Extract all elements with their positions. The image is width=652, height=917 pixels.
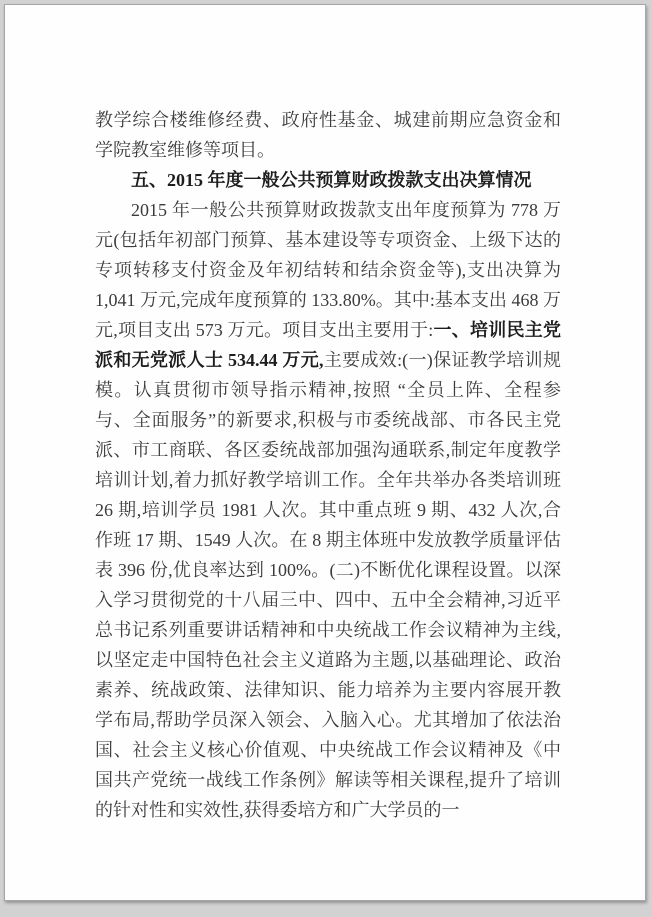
section-heading: 五、2015 年度一般公共预算财政拨款支出决算情况 bbox=[131, 170, 532, 190]
budget-text-before-bold: 2015 年一般公共预算财政拨款支出年度预算为 778 万元(包括年初部门预算、基本建设等专项资金、上级下达的专项转移支付资金及年初结转和结余资金等),支出决算为 1,041 万元,完成年度预算的 133.80%。其中:基本支出 468 万元,项目支出 573 万元。项目支出主要用于: bbox=[95, 200, 561, 340]
paragraph-budget-details bbox=[95, 195, 561, 825]
document-page bbox=[4, 4, 646, 901]
budget-text-after-bold: 主要成效:(一)保证教学培训规模。认真贯彻市领导指示精神,按照 “全员上阵、全程参与、全面服务”的新要求,积极与市委统战部、市各民主党派、市工商联、各区委统战部加强沟通联系,制定年度教学培训计划,着力抓好教学培训工作。全年共举办各类培训班 26 期,培训学员 1981 人次。其中重点班 9 期、432 人次,合作班 17 期、1549 人次。在 8 期主体班中发放教学质量评估表 396 份,优良率达到 100%。(二)不断优化课程设置。以深入学习贯彻党的十八届三中、四中、五中全会精神,习近平总书记系列重要讲话精神和中央统战工作会议精神为主线,以坚定走中国特色社会主义道路为主题,以基础理论、政治素养、统战政策、法律知识、能力培养为主要内容展开教学布局,帮助学员深入领会、入脑入心。尤其增加了依法治国、社会主义核心价值观、中央统战工作会议精神及《中国共产党统一战线工作条例》解读等相关课程,提升了培训的针对性和实效性,获得委培方和广大学员的一 bbox=[95, 350, 561, 820]
paragraph-continuation: 教学综合楼维修经费、政府性基金、城建前期应急资金和学院教室维修等项目。 bbox=[95, 110, 561, 160]
budget-text-bold: 一、培训民主党派和无党派人士 534.44 万元, bbox=[95, 320, 561, 370]
page-content bbox=[5, 5, 645, 825]
